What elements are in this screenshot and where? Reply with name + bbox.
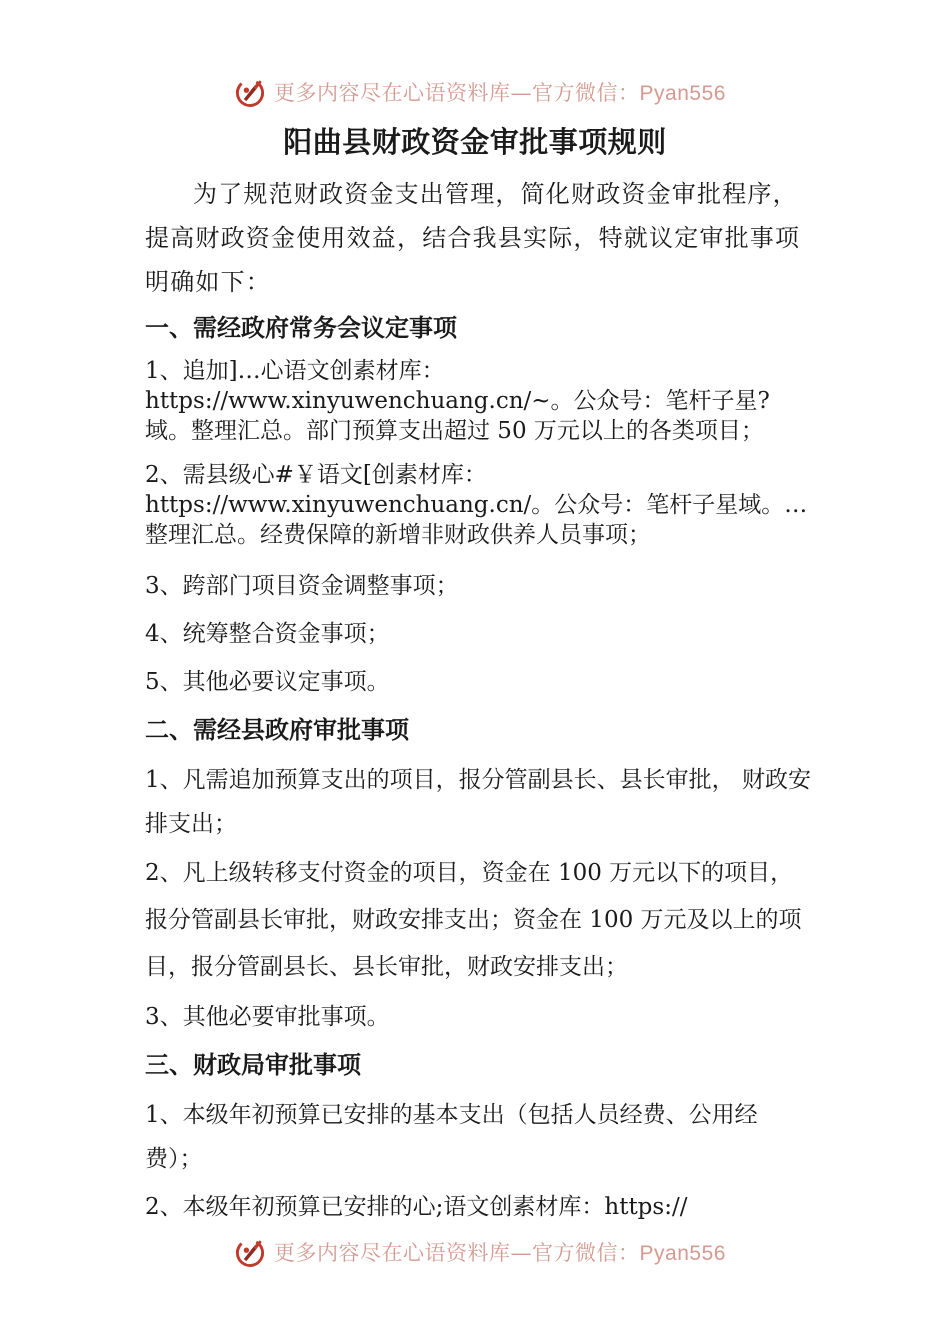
intro-paragraph: 为了规范财政资金支出管理，简化财政资金审批程序，提高财政资金使用效益，结合我县实际，特就议定审批事项明确如下： xyxy=(145,180,801,296)
list-item: 2、本级年初预算已安排的心;语文创素材库：https:// xyxy=(145,1194,688,1220)
section-3 xyxy=(145,1043,815,1229)
list-item: 1、追加]…心语文创素材库：https://www.xinyuwenchuang.cn/~。公众号：笔杆子星?域。整理汇总。部门预算支出超过 50 万元以上的各类项目； xyxy=(145,358,770,444)
list-item: 1、凡需追加预算支出的项目，报分管副县长、县长审批， 财政安排支出； xyxy=(145,767,811,837)
list-item: 5、其他必要议定事项。 xyxy=(145,669,390,695)
list-item: 1、本级年初预算已安排的基本支出（包括人员经费、公用经费）； xyxy=(145,1102,758,1172)
section-heading: 一、需经政府常务会议定事项 xyxy=(145,313,457,342)
section-2 xyxy=(145,708,815,1039)
list-item: 3、其他必要审批事项。 xyxy=(145,1004,390,1030)
document-title: 阳曲县财政资金审批事项规则 xyxy=(283,125,667,159)
watermark-content xyxy=(232,1234,726,1270)
list-item: 2、凡上级转移支付资金的项目，资金在 100 万元以下的项目，报分管副县长审批，财政安排支出；资金在 100 万元及以上的项目，报分管副县长、县长审批，财政安排支出； xyxy=(145,860,802,980)
watermark-banner-bottom xyxy=(0,1232,950,1272)
section-1 xyxy=(145,306,815,704)
list-item: 3、跨部门项目资金调整事项； xyxy=(145,573,459,599)
list-item: 4、统筹整合资金事项； xyxy=(145,621,390,647)
watermark-text: 更多内容尽在心语资料库—官方微信：Pyan556 xyxy=(274,1241,726,1265)
section-heading: 三、财政局审批事项 xyxy=(145,1050,361,1079)
brand-logo-icon xyxy=(232,1234,268,1270)
watermark-banner-top xyxy=(0,72,950,112)
list-item: 2、需县级心#￥语文[创素材库：https://www.xinyuwenchuang.cn/。公众号：笔杆子星域。…整理汇总。经费保障的新增非财政供养人员事项； xyxy=(145,462,808,548)
watermark-content xyxy=(232,74,726,110)
brand-logo-icon xyxy=(232,74,268,110)
watermark-text: 更多内容尽在心语资料库—官方微信：Pyan556 xyxy=(274,81,726,105)
section-heading: 二、需经县政府审批事项 xyxy=(145,715,409,744)
document-body xyxy=(145,172,815,1233)
